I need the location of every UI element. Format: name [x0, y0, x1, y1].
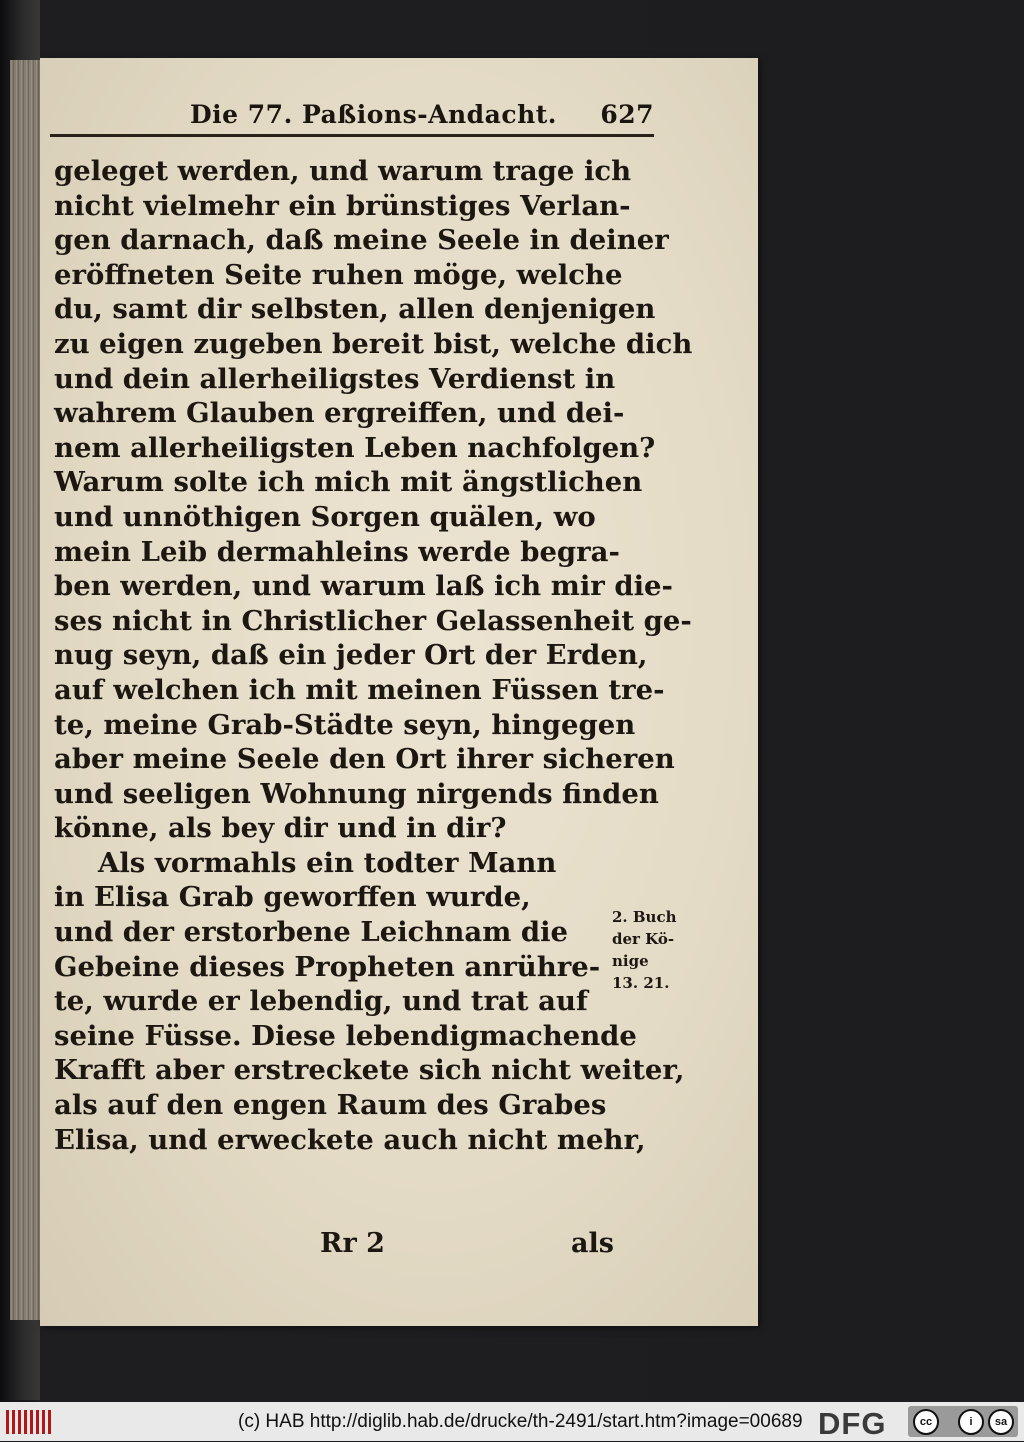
scanned-page — [40, 58, 758, 1326]
text-line: und unnöthigen Sorgen quälen, wo — [54, 500, 596, 533]
text-line: aber meine Seele den Ort ihrer sicheren — [54, 743, 675, 776]
attribution-icon: i — [958, 1409, 984, 1435]
text-line: nem allerheiligsten Leben nachfolgen? — [54, 431, 656, 464]
text-line: Warum solte ich mich mit ängstlichen — [54, 466, 643, 499]
text-line: zu eigen zugeben bereit bist, welche dich — [54, 327, 693, 360]
text-line: wahrem Glauben ergreiffen, und dei- — [54, 397, 625, 430]
text-line: ses nicht in Christlicher Gelassenheit ge- — [54, 604, 692, 637]
text-line: nicht vielmehr ein brünstiges Verlan- — [54, 189, 631, 222]
running-title: Die 77. Paßions-Andacht. — [190, 100, 558, 129]
text-line: mein Leib dermahleins werde begra- — [54, 535, 620, 568]
viewer-footer — [0, 1402, 1024, 1441]
margin-note-line: der Kö- — [612, 930, 675, 948]
text-line: Als vormahls ein todter Mann — [98, 846, 557, 879]
running-head — [190, 98, 656, 138]
text-line: gen darnach, daß meine Seele in deiner — [54, 224, 669, 257]
text-line: Gebeine dieses Propheten anrühre- — [54, 950, 601, 983]
text-line: geleget werden, und warum trage ich — [54, 155, 632, 187]
page-number: 627 — [600, 100, 654, 129]
margin-note — [612, 906, 702, 994]
text-line: als auf den engen Raum des Grabes — [54, 1089, 607, 1122]
page-foot — [54, 1228, 614, 1264]
text-line: du, samt dir selbsten, allen denjenigen — [54, 293, 656, 326]
catchword: als — [571, 1228, 614, 1259]
signature-mark: Rr 2 — [320, 1228, 385, 1259]
margin-note-line: 13. 21. — [612, 974, 670, 992]
cc-icon: cc — [913, 1409, 939, 1435]
dfg-logo[interactable]: DFG — [818, 1406, 887, 1441]
cc-license-badge[interactable] — [908, 1406, 1018, 1437]
text-line: eröffneten Seite ruhen möge, welche — [54, 258, 623, 291]
text-line: und der erstorbene Leichnam die — [54, 916, 569, 949]
text-line: in Elisa Grab geworffen wurde, — [54, 881, 531, 914]
page-edges — [10, 60, 44, 1320]
text-line: Krafft aber erstreckete sich nicht weiter, — [54, 1054, 685, 1087]
text-line: te, wurde er lebendig, und trat auf — [54, 985, 588, 1018]
paragraph-1 — [54, 154, 693, 846]
text-line: nug seyn, daß ein jeder Ort der Erden, — [54, 639, 648, 672]
margin-note-line: 2. Buch — [612, 908, 677, 926]
text-line: te, meine Grab-Städte seyn, hingegen — [54, 708, 636, 741]
text-line: seine Füsse. Diese lebendigmachende — [54, 1019, 637, 1052]
text-line: und dein allerheiligstes Verdienst in — [54, 362, 616, 395]
text-line: auf welchen ich mit meinen Füssen tre- — [54, 673, 665, 706]
text-line: und seeligen Wohnung nirgends finden — [54, 777, 659, 810]
margin-note-line: nige — [612, 952, 649, 970]
copyright-link[interactable]: (c) HAB http://diglib.hab.de/drucke/th-2491/start.htm?image=00689 — [238, 1411, 803, 1432]
text-line: Elisa, und erweckete auch nicht mehr, — [54, 1123, 646, 1156]
library-barcode-icon — [6, 1410, 52, 1434]
text-line: ben werden, und warum laß ich mir die- — [54, 570, 673, 603]
text-line: könne, als bey dir und in dir? — [54, 812, 507, 845]
header-rule — [50, 134, 654, 137]
share-alike-icon: sa — [988, 1409, 1014, 1435]
